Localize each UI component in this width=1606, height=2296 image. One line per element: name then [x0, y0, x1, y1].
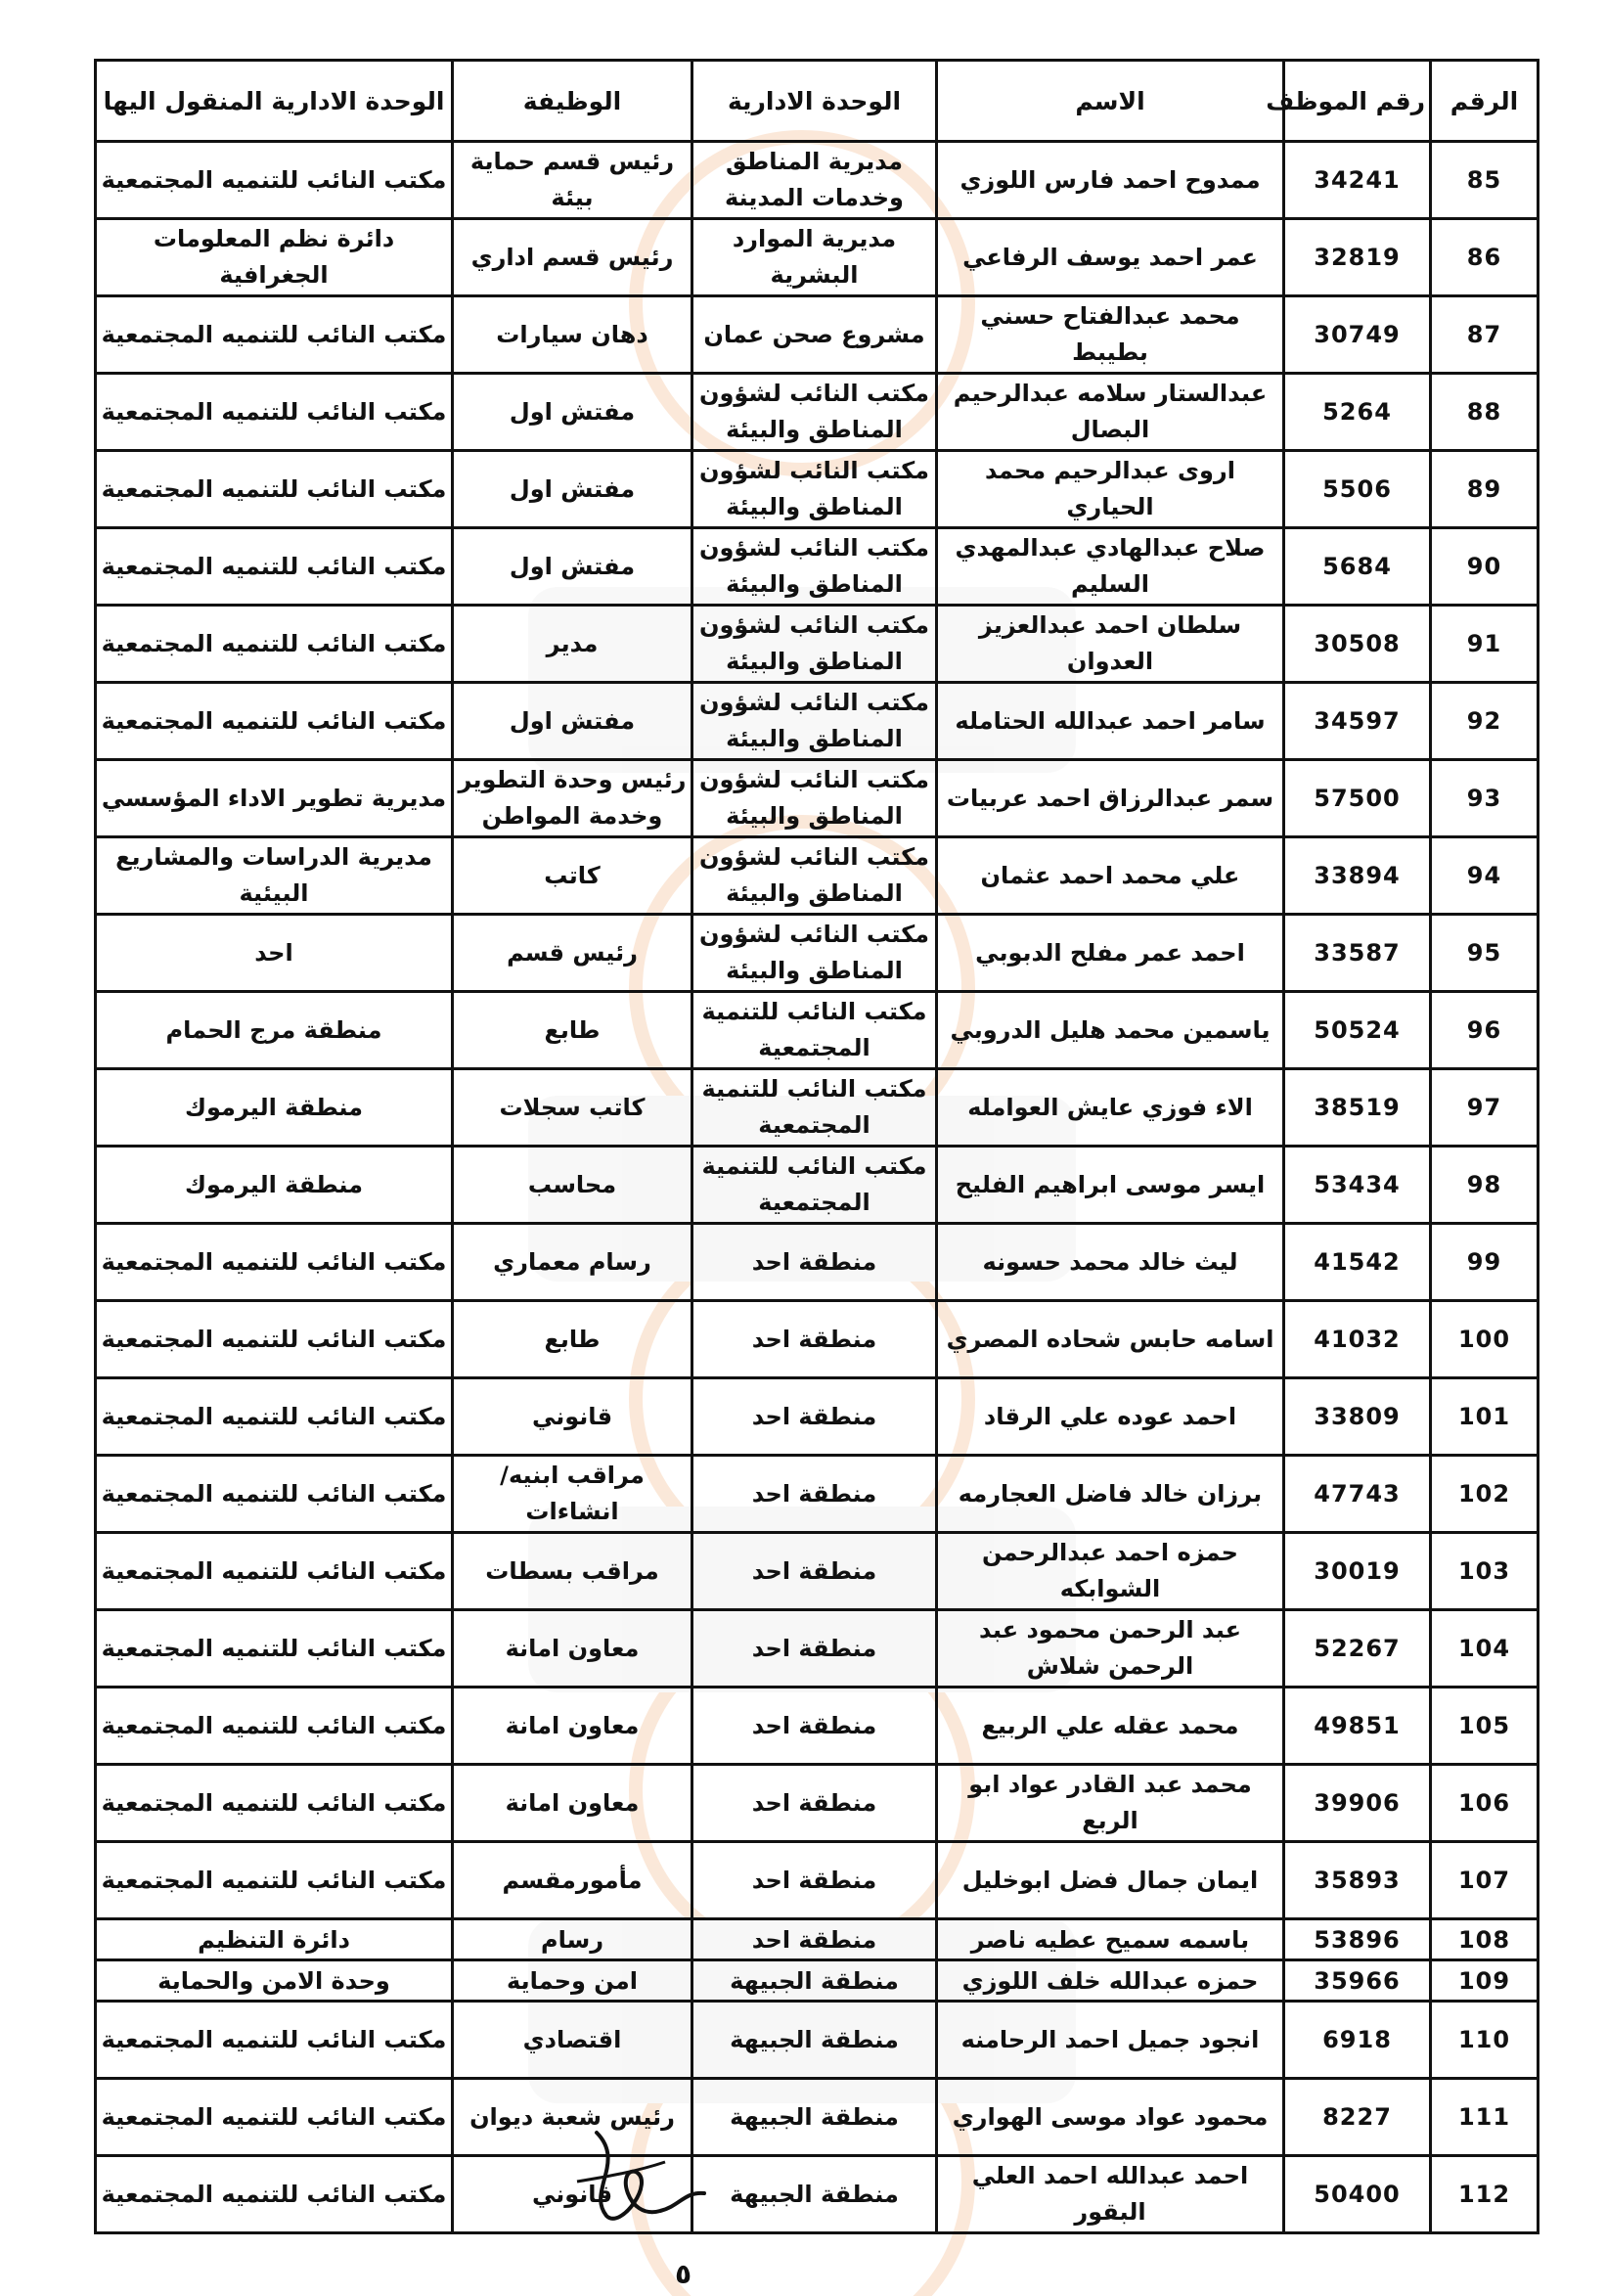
- cell-transfer-unit: مكتب النائب للتنميه المجتمعية: [96, 1688, 453, 1765]
- header-transfer-unit: الوحدة الادارية المنقول اليها: [96, 61, 453, 142]
- cell-name: ليث خالد محمد حسونه: [937, 1224, 1284, 1301]
- cell-name: اسامه حابس شحاده المصري: [937, 1301, 1284, 1378]
- table-row: [96, 296, 1539, 374]
- cell-number: 106: [1431, 1765, 1539, 1842]
- cell-name: احمد عبدالله احمد العلي البقور: [937, 2156, 1284, 2233]
- cell-name: احمد عمر مفلح الدبوبي: [937, 915, 1284, 992]
- cell-job: مفتش اول: [453, 683, 692, 760]
- cell-number: 112: [1431, 2156, 1539, 2233]
- cell-number: 85: [1431, 142, 1539, 219]
- cell-name: صلاح عبدالهادي عبدالمهدي السليم: [937, 528, 1284, 606]
- table-row: [96, 1147, 1539, 1224]
- cell-unit: منطقة احد: [692, 1533, 937, 1610]
- cell-employee-id: 5264: [1284, 374, 1431, 451]
- cell-employee-id: 5506: [1284, 451, 1431, 528]
- cell-number: 110: [1431, 2002, 1539, 2079]
- cell-transfer-unit: مديرية تطوير الاداء المؤسسي: [96, 760, 453, 837]
- cell-number: 93: [1431, 760, 1539, 837]
- cell-name: ايمان جمال فضل ابوخليل: [937, 1842, 1284, 1919]
- cell-transfer-unit: مكتب النائب للتنميه المجتمعية: [96, 2002, 453, 2079]
- cell-name: عمر احمد يوسف الرفاعي: [937, 219, 1284, 296]
- cell-job: قانوني: [453, 1378, 692, 1456]
- cell-employee-id: 30749: [1284, 296, 1431, 374]
- cell-number: 102: [1431, 1456, 1539, 1533]
- table-row: [96, 1456, 1539, 1533]
- cell-employee-id: 32819: [1284, 219, 1431, 296]
- cell-name: محمد عبدالفتاح حسني بطيبط: [937, 296, 1284, 374]
- table-row: [96, 142, 1539, 219]
- header-number: الرقم: [1431, 61, 1539, 142]
- cell-transfer-unit: مكتب النائب للتنميه المجتمعية: [96, 683, 453, 760]
- cell-transfer-unit: دائرة نظم المعلومات الجغرافية: [96, 219, 453, 296]
- cell-number: 89: [1431, 451, 1539, 528]
- cell-number: 88: [1431, 374, 1539, 451]
- cell-job: رئيس وحدة التطوير وخدمة المواطن: [453, 760, 692, 837]
- table-row: [96, 837, 1539, 915]
- cell-number: 100: [1431, 1301, 1539, 1378]
- cell-name: محمود عواد موسى الهواري: [937, 2079, 1284, 2156]
- cell-unit: منطقة احد: [692, 1765, 937, 1842]
- cell-transfer-unit: مكتب النائب للتنميه المجتمعية: [96, 1378, 453, 1456]
- cell-unit: مكتب النائب للتنمية المجتمعية: [692, 1069, 937, 1147]
- cell-employee-id: 33894: [1284, 837, 1431, 915]
- cell-number: 87: [1431, 296, 1539, 374]
- cell-unit: منطقة احد: [692, 1688, 937, 1765]
- cell-job: معاون امانة: [453, 1688, 692, 1765]
- cell-unit: منطقة الجبيهة: [692, 1960, 937, 2002]
- cell-transfer-unit: مكتب النائب للتنميه المجتمعية: [96, 142, 453, 219]
- cell-transfer-unit: مكتب النائب للتنميه المجتمعية: [96, 374, 453, 451]
- cell-number: 90: [1431, 528, 1539, 606]
- header-employee-id: رقم الموظف: [1284, 61, 1431, 142]
- cell-name: ايسر موسى ابراهيم الفليح: [937, 1147, 1284, 1224]
- cell-name: حمزه احمد عبدالرحمن الشوابكه: [937, 1533, 1284, 1610]
- cell-employee-id: 50400: [1284, 2156, 1431, 2233]
- cell-number: 107: [1431, 1842, 1539, 1919]
- cell-unit: مكتب النائب لشؤون المناطق والبيئة: [692, 374, 937, 451]
- table-row: [96, 1842, 1539, 1919]
- cell-employee-id: 39906: [1284, 1765, 1431, 1842]
- cell-employee-id: 53434: [1284, 1147, 1431, 1224]
- cell-number: 92: [1431, 683, 1539, 760]
- cell-job: كاتب: [453, 837, 692, 915]
- cell-unit: منطقة احد: [692, 1919, 937, 1960]
- cell-transfer-unit: وحدة الامن والحماية: [96, 1960, 453, 2002]
- cell-job: معاون امانة: [453, 1610, 692, 1688]
- header-name: الاسم: [937, 61, 1284, 142]
- cell-job: امن وحماية: [453, 1960, 692, 2002]
- cell-employee-id: 33587: [1284, 915, 1431, 992]
- cell-transfer-unit: مكتب النائب للتنميه المجتمعية: [96, 1301, 453, 1378]
- cell-number: 98: [1431, 1147, 1539, 1224]
- table-row: [96, 760, 1539, 837]
- cell-number: 101: [1431, 1378, 1539, 1456]
- cell-number: 105: [1431, 1688, 1539, 1765]
- cell-employee-id: 30019: [1284, 1533, 1431, 1610]
- table-row: [96, 374, 1539, 451]
- cell-unit: مكتب النائب للتنمية المجتمعية: [692, 992, 937, 1069]
- table-row: [96, 1533, 1539, 1610]
- cell-unit: منطقة احد: [692, 1301, 937, 1378]
- cell-name: سمر عبدالرزاق احمد عربيات: [937, 760, 1284, 837]
- cell-name: سلطان احمد عبدالعزيز العدوان: [937, 606, 1284, 683]
- table-row: [96, 219, 1539, 296]
- cell-job: اقتصادي: [453, 2002, 692, 2079]
- cell-transfer-unit: مكتب النائب للتنميه المجتمعية: [96, 1610, 453, 1688]
- cell-transfer-unit: مكتب النائب للتنميه المجتمعية: [96, 2079, 453, 2156]
- page-number: ٥: [675, 2258, 692, 2290]
- cell-transfer-unit: منطقة مرج الحمام: [96, 992, 453, 1069]
- cell-transfer-unit: مكتب النائب للتنميه المجتمعية: [96, 528, 453, 606]
- cell-unit: مكتب النائب لشؤون المناطق والبيئة: [692, 606, 937, 683]
- table-row: [96, 451, 1539, 528]
- table-row: [96, 1610, 1539, 1688]
- cell-job: كاتب سجلات: [453, 1069, 692, 1147]
- cell-job: محاسب: [453, 1147, 692, 1224]
- cell-employee-id: 5684: [1284, 528, 1431, 606]
- cell-employee-id: 52267: [1284, 1610, 1431, 1688]
- cell-name: اروى عبدالرحيم محمد الحياري: [937, 451, 1284, 528]
- cell-employee-id: 34597: [1284, 683, 1431, 760]
- cell-job: قانوني: [453, 2156, 692, 2233]
- cell-job: رئيس قسم اداري: [453, 219, 692, 296]
- cell-unit: مديرية الموارد البشرية: [692, 219, 937, 296]
- cell-unit: مديرية المناطق وخدمات المدينة: [692, 142, 937, 219]
- header-unit: الوحدة الادارية: [692, 61, 937, 142]
- table-row: [96, 992, 1539, 1069]
- cell-job: مأمورمقسم: [453, 1842, 692, 1919]
- cell-employee-id: 8227: [1284, 2079, 1431, 2156]
- cell-unit: منطقة احد: [692, 1610, 937, 1688]
- cell-transfer-unit: مكتب النائب للتنميه المجتمعية: [96, 2156, 453, 2233]
- table-row: [96, 1224, 1539, 1301]
- table-row: [96, 1301, 1539, 1378]
- cell-employee-id: 57500: [1284, 760, 1431, 837]
- table-body: [96, 142, 1539, 2233]
- cell-name: عبد الرحمن محمود عبد الرحمن شلاش: [937, 1610, 1284, 1688]
- table-row: [96, 2079, 1539, 2156]
- cell-employee-id: 47743: [1284, 1456, 1431, 1533]
- cell-name: انجود جميل احمد الرحامنه: [937, 2002, 1284, 2079]
- cell-job: مدير: [453, 606, 692, 683]
- cell-job: دهان سيارات: [453, 296, 692, 374]
- cell-name: محمد عقله علي الربيع: [937, 1688, 1284, 1765]
- cell-name: ممدوح احمد فارس اللوزي: [937, 142, 1284, 219]
- header-job: الوظيفة: [453, 61, 692, 142]
- cell-unit: منطقة احد: [692, 1224, 937, 1301]
- cell-employee-id: 6918: [1284, 2002, 1431, 2079]
- table-row: [96, 1765, 1539, 1842]
- cell-transfer-unit: مكتب النائب للتنميه المجتمعية: [96, 1842, 453, 1919]
- cell-job: مفتش اول: [453, 374, 692, 451]
- cell-number: 91: [1431, 606, 1539, 683]
- cell-unit: مكتب النائب لشؤون المناطق والبيئة: [692, 760, 937, 837]
- cell-unit: منطقة الجبيهة: [692, 2002, 937, 2079]
- cell-name: احمد عوده علي الرقاد: [937, 1378, 1284, 1456]
- cell-job: رئيس قسم: [453, 915, 692, 992]
- cell-job: رئيس قسم حماية بيئة: [453, 142, 692, 219]
- cell-unit: مكتب النائب للتنمية المجتمعية: [692, 1147, 937, 1224]
- cell-employee-id: 53896: [1284, 1919, 1431, 1960]
- cell-transfer-unit: منطقة اليرموك: [96, 1147, 453, 1224]
- cell-employee-id: 33809: [1284, 1378, 1431, 1456]
- table-row: [96, 1378, 1539, 1456]
- cell-unit: مكتب النائب لشؤون المناطق والبيئة: [692, 915, 937, 992]
- cell-transfer-unit: منطقة اليرموك: [96, 1069, 453, 1147]
- cell-unit: منطقة احد: [692, 1456, 937, 1533]
- table-row: [96, 606, 1539, 683]
- cell-transfer-unit: مكتب النائب للتنميه المجتمعية: [96, 1533, 453, 1610]
- cell-transfer-unit: مكتب النائب للتنميه المجتمعية: [96, 606, 453, 683]
- cell-name: ياسمين محمد هليل الدروبي: [937, 992, 1284, 1069]
- cell-name: حمزه عبدالله خلف اللوزي: [937, 1960, 1284, 2002]
- cell-employee-id: 35966: [1284, 1960, 1431, 2002]
- cell-name: برزان خالد فاضل العجارمه: [937, 1456, 1284, 1533]
- cell-employee-id: 50524: [1284, 992, 1431, 1069]
- cell-employee-id: 49851: [1284, 1688, 1431, 1765]
- cell-name: عبدالستار سلامه عبدالرحيم البصال: [937, 374, 1284, 451]
- cell-unit: مكتب النائب لشؤون المناطق والبيئة: [692, 837, 937, 915]
- cell-unit: منطقة احد: [692, 1842, 937, 1919]
- cell-name: علي محمد احمد عثمان: [937, 837, 1284, 915]
- cell-number: 96: [1431, 992, 1539, 1069]
- cell-transfer-unit: مكتب النائب للتنميه المجتمعية: [96, 1456, 453, 1533]
- cell-job: مفتش اول: [453, 451, 692, 528]
- cell-number: 99: [1431, 1224, 1539, 1301]
- cell-number: 86: [1431, 219, 1539, 296]
- signature: [567, 2123, 724, 2240]
- cell-name: باسمه سميح عطيه ناصر: [937, 1919, 1284, 1960]
- cell-employee-id: 34241: [1284, 142, 1431, 219]
- cell-number: 95: [1431, 915, 1539, 992]
- table-row: [96, 683, 1539, 760]
- cell-unit: منطقة الجبيهة: [692, 2079, 937, 2156]
- cell-job: رسام: [453, 1919, 692, 1960]
- cell-number: 104: [1431, 1610, 1539, 1688]
- table-row: [96, 1960, 1539, 2002]
- cell-job: رسام معماري: [453, 1224, 692, 1301]
- cell-transfer-unit: مكتب النائب للتنميه المجتمعية: [96, 1224, 453, 1301]
- table-row: [96, 1688, 1539, 1765]
- cell-transfer-unit: مكتب النائب للتنميه المجتمعية: [96, 296, 453, 374]
- table-row: [96, 1069, 1539, 1147]
- table-row: [96, 528, 1539, 606]
- cell-number: 111: [1431, 2079, 1539, 2156]
- cell-employee-id: 41542: [1284, 1224, 1431, 1301]
- cell-job: مراقب ابنيه/انشاءات: [453, 1456, 692, 1533]
- cell-unit: منطقة احد: [692, 1378, 937, 1456]
- table-row: [96, 2002, 1539, 2079]
- cell-number: 103: [1431, 1533, 1539, 1610]
- cell-number: 94: [1431, 837, 1539, 915]
- cell-job: مفتش اول: [453, 528, 692, 606]
- cell-transfer-unit: دائرة التنظيم: [96, 1919, 453, 1960]
- cell-employee-id: 35893: [1284, 1842, 1431, 1919]
- table-row: [96, 915, 1539, 992]
- cell-job: مراقب بسطات: [453, 1533, 692, 1610]
- cell-transfer-unit: مديرية الدراسات والمشاريع البيئية: [96, 837, 453, 915]
- cell-employee-id: 30508: [1284, 606, 1431, 683]
- cell-unit: مكتب النائب لشؤون المناطق والبيئة: [692, 528, 937, 606]
- cell-unit: مشروع صحن عمان: [692, 296, 937, 374]
- cell-employee-id: 38519: [1284, 1069, 1431, 1147]
- cell-employee-id: 41032: [1284, 1301, 1431, 1378]
- cell-job: طابع: [453, 1301, 692, 1378]
- cell-transfer-unit: مكتب النائب للتنميه المجتمعية: [96, 1765, 453, 1842]
- transfer-table: [94, 59, 1539, 2234]
- cell-name: محمد عبد القادر عواد ابو الربع: [937, 1765, 1284, 1842]
- cell-number: 109: [1431, 1960, 1539, 2002]
- cell-unit: مكتب النائب لشؤون المناطق والبيئة: [692, 683, 937, 760]
- cell-job: رئيس شعبة ديوان: [453, 2079, 692, 2156]
- table-row: [96, 1919, 1539, 1960]
- cell-transfer-unit: مكتب النائب للتنميه المجتمعية: [96, 451, 453, 528]
- cell-unit: منطقة الجبيهة: [692, 2156, 937, 2233]
- cell-number: 108: [1431, 1919, 1539, 1960]
- table-row: [96, 2156, 1539, 2233]
- cell-unit: مكتب النائب لشؤون المناطق والبيئة: [692, 451, 937, 528]
- cell-name: الاء فوزي عايش العوامله: [937, 1069, 1284, 1147]
- cell-name: سامر احمد عبدالله الحتامله: [937, 683, 1284, 760]
- cell-job: طابع: [453, 992, 692, 1069]
- cell-transfer-unit: احد: [96, 915, 453, 992]
- cell-number: 97: [1431, 1069, 1539, 1147]
- cell-job: معاون امانة: [453, 1765, 692, 1842]
- table-header-row: [96, 61, 1539, 142]
